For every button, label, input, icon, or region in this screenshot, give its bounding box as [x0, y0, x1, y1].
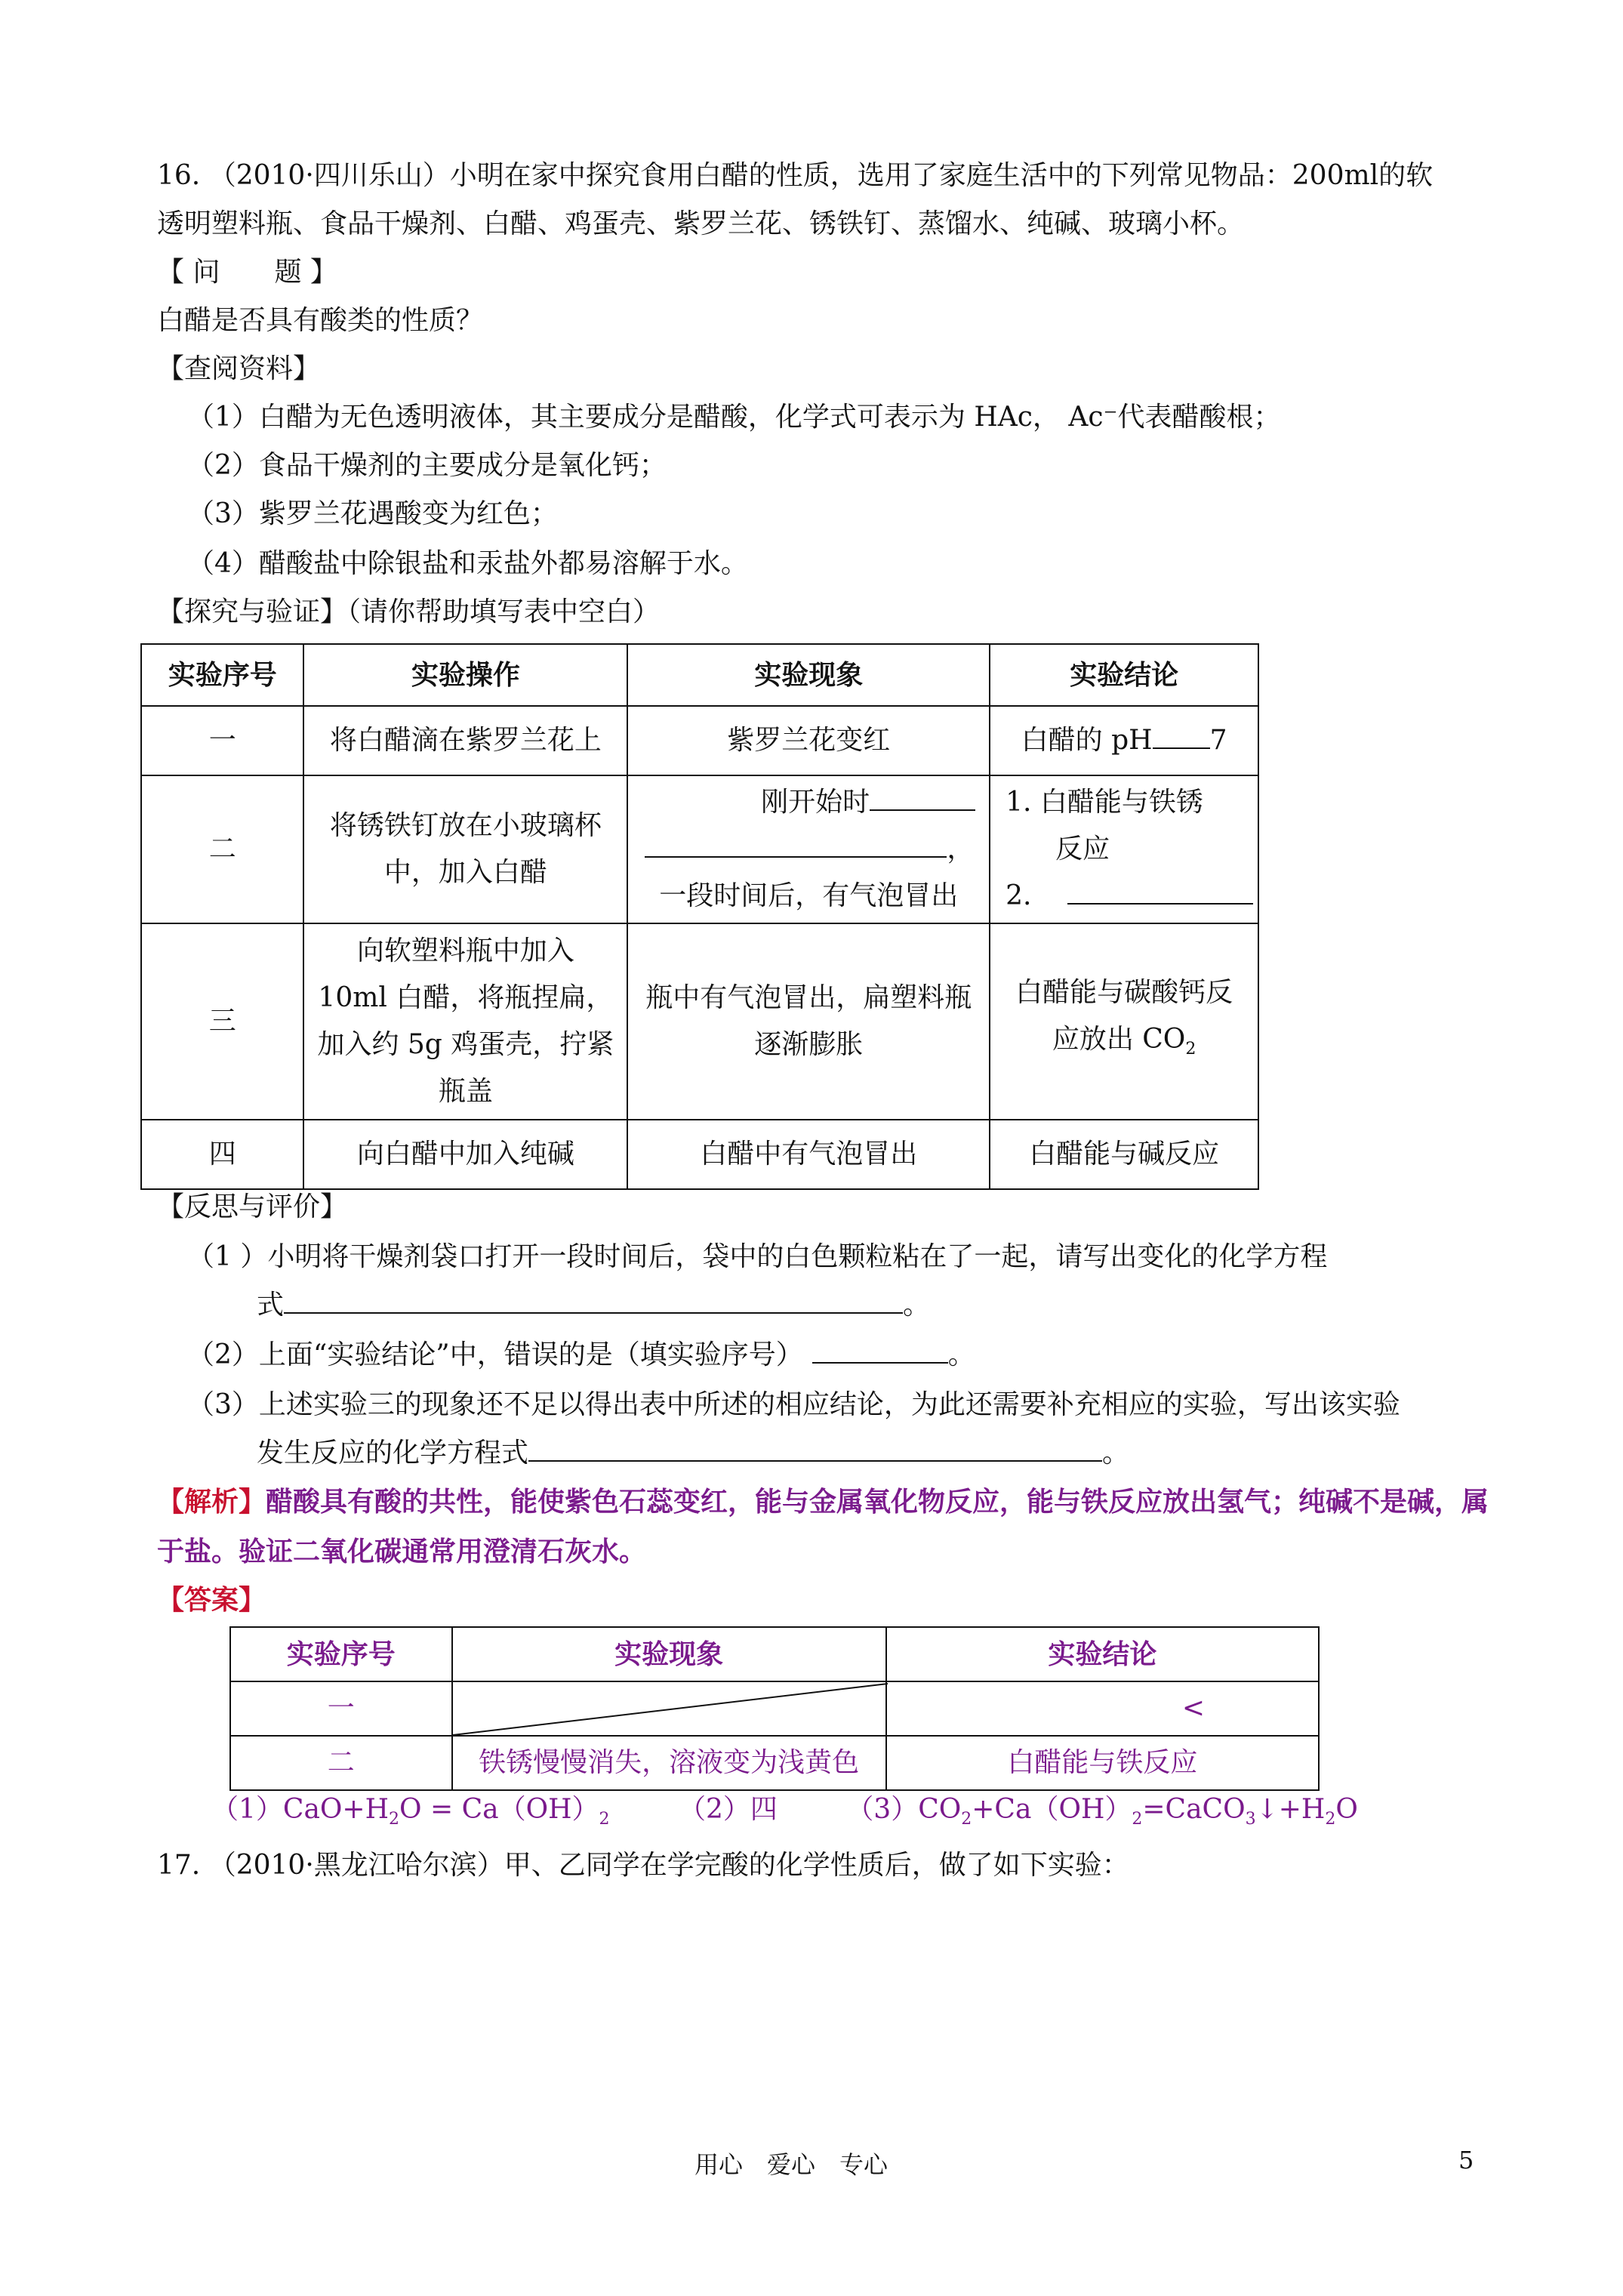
- phenomenon-line: [628, 779, 989, 826]
- subscript: 2: [599, 1810, 610, 1829]
- phenomenon-cell: [627, 923, 990, 1120]
- reflect-q3-text: 发生反应的化学方程式: [257, 1438, 529, 1469]
- table-row: [230, 1736, 1319, 1790]
- reference-item-2: （2）食品干燥剂的主要成分是氧化钙；: [187, 450, 667, 481]
- row-number: 二: [230, 1736, 452, 1790]
- reflect-q2-end: 。: [947, 1339, 975, 1370]
- q17-text: 17. （2010·黑龙江哈尔滨）甲、乙同学在学完酸的化学性质后，做了如下实验：: [157, 1850, 1129, 1881]
- analysis-text: 醋酸具有酸的共性，能使紫色石蕊变红，能与金属氧化物反应，能与铁反应放出氢气；纯碱不是碱，属: [266, 1486, 1489, 1518]
- operation-line: 中，加入白醋: [383, 857, 547, 888]
- answer-blank[interactable]: [812, 1336, 948, 1364]
- problem-text: 白醋是否具有酸类的性质？: [157, 305, 484, 336]
- subscript: 2: [961, 1810, 972, 1829]
- reflect-heading: 【反思与评价】: [157, 1191, 348, 1222]
- header-cell: 实验结论: [886, 1627, 1319, 1681]
- answer-equations: [211, 1791, 1358, 1838]
- subscript: 2: [1185, 1040, 1196, 1059]
- phenomenon-line: 逐渐膨胀: [754, 1029, 864, 1060]
- reflect-q3-line2: [257, 1435, 1129, 1472]
- phenomenon-cell: 铁锈慢慢消失，溶液变为浅黄色: [452, 1736, 886, 1790]
- page-number: 5: [1458, 2146, 1474, 2174]
- answer-blank[interactable]: [1067, 877, 1253, 905]
- analysis-line1: [157, 1483, 1489, 1521]
- header-cell: 实验操作: [303, 644, 627, 706]
- analysis-line2: 于盐。验证二氧化碳通常用澄清石灰水。: [157, 1536, 647, 1567]
- header-cell: 实验序号: [141, 644, 303, 706]
- conclusion-cell: [990, 923, 1258, 1120]
- phenomenon-comma: ，: [947, 834, 975, 864]
- table-row: [230, 1681, 1319, 1736]
- answer-label: 【答案】: [157, 1584, 266, 1616]
- table-row: [141, 1120, 1258, 1189]
- footer-text: 用心 爱心 专心: [694, 2150, 888, 2179]
- conclusion-text: 白醋的 pH: [1021, 725, 1153, 756]
- phenomenon-cell: 白醋中有气泡冒出: [627, 1120, 990, 1189]
- problem-heading: 【 问 题 】: [157, 257, 337, 288]
- table-row: [141, 706, 1258, 775]
- conclusion-line: 白醋能与碳酸钙反: [1015, 977, 1233, 1009]
- answer-table: [229, 1626, 1320, 1791]
- operation-line: 加入约 5g 鸡蛋壳，拧紧: [317, 1029, 614, 1060]
- table-row: [141, 923, 1258, 1120]
- phenomenon-text: 刚开始时: [761, 787, 870, 818]
- conclusion-text: 应放出 CO: [1052, 1024, 1186, 1056]
- equation-1-text: （1）CaO+H: [211, 1794, 389, 1825]
- header-cell: 实验序号: [230, 1627, 452, 1681]
- answer-blank[interactable]: [870, 784, 975, 811]
- operation-cell: [303, 923, 627, 1120]
- q16-line2: 透明塑料瓶、食品干燥剂、白醋、鸡蛋壳、紫罗兰花、锈铁钉、蒸馏水、纯碱、玻璃小杯。: [157, 208, 1245, 239]
- row-number: 一: [230, 1681, 452, 1736]
- answer-blank[interactable]: [645, 831, 947, 858]
- analysis-label: 【解析】: [157, 1486, 266, 1518]
- answer-table-header: [230, 1627, 1319, 1681]
- operation-line: 将锈铁钉放在小玻璃杯: [329, 810, 602, 841]
- row-number: 四: [141, 1120, 303, 1189]
- operation-line: 10ml 白醋，将瓶捏扁，: [318, 982, 614, 1013]
- operation-line: 向软塑料瓶中加入: [356, 935, 574, 966]
- reference-heading: 【查阅资料】: [157, 353, 321, 384]
- conclusion-cell: [990, 706, 1258, 775]
- experiment-table-header: [141, 644, 1258, 706]
- conclusion-line: [990, 1016, 1258, 1073]
- operation-cell: 向白醋中加入纯碱: [303, 1120, 627, 1189]
- reflect-q2: [187, 1336, 975, 1374]
- diagonal-line: [453, 1682, 888, 1737]
- answer-blank[interactable]: [1153, 722, 1210, 749]
- reflect-q1-line1: （1 ）小明将干燥剂袋口打开一段时间后，袋中的白色颗粒粘在了一起，请写出变化的化学方程: [187, 1241, 1328, 1272]
- conclusion-cell: <: [886, 1681, 1319, 1736]
- phenomenon-line: [628, 826, 989, 873]
- equation-3-text: ↓+H: [1255, 1794, 1326, 1825]
- subscript: 2: [1325, 1810, 1336, 1829]
- operation-line: 瓶盖: [438, 1076, 493, 1107]
- row-number: 三: [141, 923, 303, 1120]
- conclusion-cell: 白醋能与铁反应: [886, 1736, 1319, 1790]
- reflect-q3-line1: （3）上述实验三的现象还不足以得出表中所述的相应结论，为此还需要补充相应的实验，写出该实验: [187, 1389, 1400, 1420]
- row-number: 一: [141, 706, 303, 775]
- equation-3-text: （3）CO: [846, 1794, 962, 1825]
- conclusion-number: 2.: [1006, 880, 1032, 911]
- row-number: 二: [141, 775, 303, 923]
- conclusion-line: 1. 白醋能与铁锈: [1006, 787, 1203, 818]
- reflect-q1-text: 式: [257, 1290, 285, 1321]
- reference-item-4: （4）醋酸盐中除银盐和汞盐外都易溶解于水。: [187, 548, 748, 579]
- operation-cell: 将白醋滴在紫罗兰花上: [303, 706, 627, 775]
- answer-blank[interactable]: [528, 1435, 1102, 1462]
- reflect-q1-end: 。: [903, 1290, 931, 1321]
- reflect-q1-line2: [257, 1287, 930, 1324]
- reflect-q3-end: 。: [1102, 1438, 1130, 1469]
- conclusion-line: 反应: [1055, 834, 1110, 864]
- experiment-table: [140, 643, 1259, 1190]
- table-row: [141, 775, 1258, 923]
- explore-heading: 【探究与验证】（请你帮助填写表中空白）: [157, 596, 661, 627]
- conclusion-line: [1006, 873, 1258, 920]
- reflect-q2-text: （2）上面“实验结论”中，错误的是（填实验序号）: [187, 1339, 803, 1370]
- reference-item-1: （1）白醋为无色透明液体，其主要成分是醋酸，化学式可表示为 HAc， Ac⁻代表醋酸根；: [187, 402, 1281, 433]
- subscript: 2: [1132, 1810, 1143, 1829]
- phenomenon-cell-crossed: [452, 1681, 886, 1736]
- header-cell: 实验现象: [452, 1627, 886, 1681]
- conclusion-cell: [990, 775, 1258, 923]
- header-cell: 实验结论: [990, 644, 1258, 706]
- header-cell: 实验现象: [627, 644, 990, 706]
- equation-3-text: +Ca（OH）: [972, 1794, 1132, 1825]
- answer-blank[interactable]: [284, 1287, 903, 1314]
- subscript: 2: [389, 1810, 399, 1829]
- equation-2-text: （2）四: [678, 1794, 778, 1825]
- subscript: 3: [1245, 1810, 1256, 1829]
- reference-item-3: （3）紫罗兰花遇酸变为红色；: [187, 498, 558, 529]
- q16-line1: 16. （2010·四川乐山）小明在家中探究食用白醋的性质，选用了家庭生活中的下列常见物品：200ml的软: [157, 160, 1434, 191]
- conclusion-cell: 白醋能与碱反应: [990, 1120, 1258, 1189]
- operation-cell: [303, 775, 627, 923]
- conclusion-tail: 7: [1209, 725, 1227, 756]
- equation-1-text: O = Ca（OH）: [399, 1794, 599, 1825]
- phenomenon-line: 一段时间后，有气泡冒出: [659, 880, 959, 911]
- phenomenon-cell: 紫罗兰花变红: [627, 706, 990, 775]
- phenomenon-cell: [627, 775, 990, 923]
- phenomenon-line: 瓶中有气泡冒出，扁塑料瓶: [645, 982, 972, 1013]
- equation-3-text: O: [1335, 1794, 1358, 1825]
- equation-3-text: =CaCO: [1142, 1794, 1246, 1825]
